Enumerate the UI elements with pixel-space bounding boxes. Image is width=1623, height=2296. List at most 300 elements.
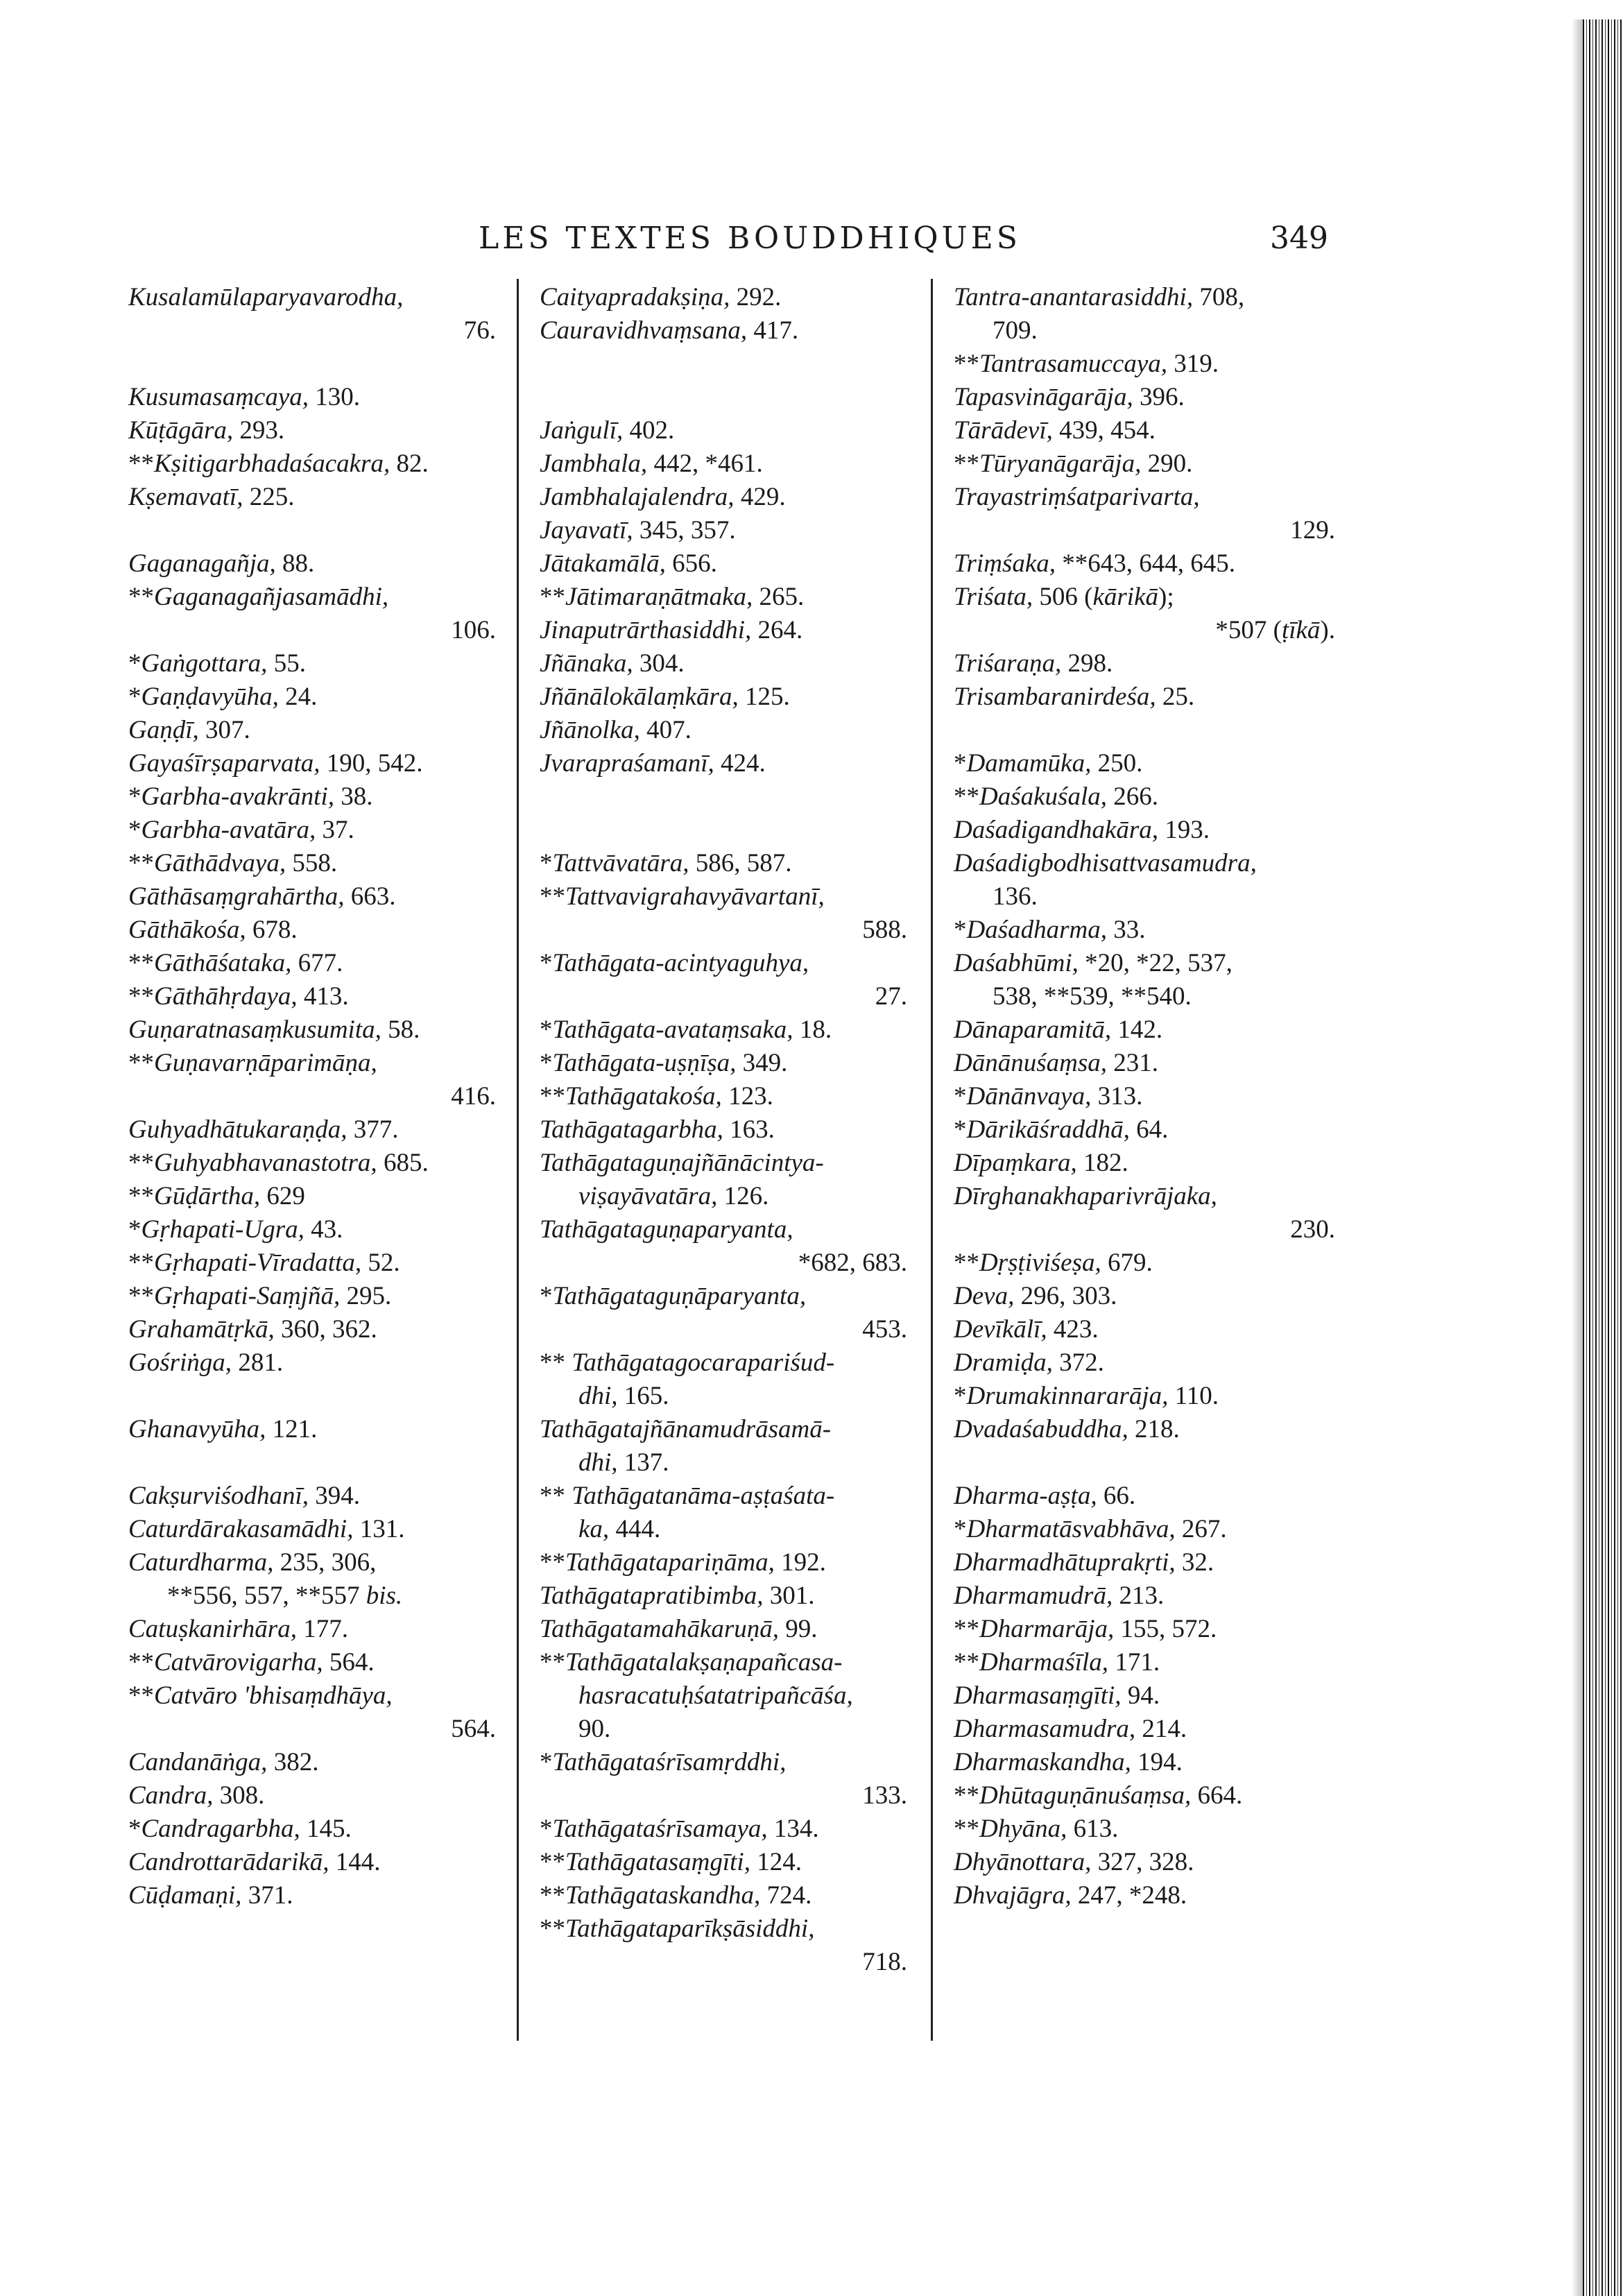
entry-marker: ** xyxy=(540,1082,565,1111)
entry-title: Dārikāśraddhā, xyxy=(966,1115,1130,1144)
index-entry xyxy=(954,947,1342,980)
page-reference: 130. xyxy=(309,383,361,411)
page-reference: 194. xyxy=(1131,1748,1183,1776)
entry-title: Trisambaranirdeśa, xyxy=(954,683,1156,711)
index-entry xyxy=(540,414,914,447)
entry-title: Dhvajāgra, xyxy=(954,1881,1072,1910)
entry-title: Dharmasamudra, xyxy=(954,1715,1136,1743)
index-entry xyxy=(128,1180,503,1213)
index-entry xyxy=(128,1346,503,1380)
index-entry xyxy=(128,481,503,514)
page-reference: 709. xyxy=(993,316,1038,345)
page-reference: 296, 303. xyxy=(1014,1282,1117,1310)
entry-title: Tathāgata-uṣṇīṣa, xyxy=(552,1049,737,1077)
entry-gap xyxy=(954,714,1342,747)
entry-title: Dharmasaṃgīti, xyxy=(954,1681,1122,1710)
index-entry-continuation xyxy=(540,1946,914,1979)
entry-title: Tathāgatagarbha, xyxy=(540,1115,723,1144)
entry-title: Guhyadhātukaraṇḍa, xyxy=(128,1115,347,1144)
page-reference: 382. xyxy=(267,1748,319,1776)
index-entry xyxy=(128,414,503,447)
entry-marker: ** xyxy=(128,1182,154,1210)
entry-marker: ** xyxy=(954,1815,979,1843)
entry-gap xyxy=(128,1380,503,1413)
index-entry xyxy=(954,1113,1342,1147)
entry-title: Jvarapraśamanī, xyxy=(540,749,714,778)
index-entry xyxy=(128,747,503,780)
entry-title: Tathāgataśrīsamaya, xyxy=(552,1815,768,1843)
entry-title: Dhyāna, xyxy=(979,1815,1067,1843)
index-entry xyxy=(954,1346,1342,1380)
page-reference: 290. xyxy=(1141,449,1193,478)
entry-note: ṭīkā xyxy=(1281,616,1321,644)
entry-title: Ghanavyūha, xyxy=(128,1415,266,1443)
index-entry xyxy=(128,980,503,1013)
page-reference: *20, *22, 537, xyxy=(1078,949,1233,977)
index-entry xyxy=(954,1147,1342,1180)
page-reference: 424. xyxy=(714,749,766,778)
page-reference: 613. xyxy=(1067,1815,1119,1843)
page-reference: 225. xyxy=(243,483,295,511)
index-entry xyxy=(954,1480,1342,1513)
entry-marker: * xyxy=(540,949,553,977)
index-entry xyxy=(128,847,503,880)
entry-marker: ** xyxy=(954,782,979,811)
entry-marker: * xyxy=(540,1815,553,1843)
page-reference: 218. xyxy=(1128,1415,1180,1443)
index-entry xyxy=(128,914,503,947)
page-reference: 126. xyxy=(717,1182,769,1210)
page-reference: 266. xyxy=(1106,782,1158,811)
entry-gap xyxy=(954,1446,1342,1480)
entry-marker: ** xyxy=(540,1848,565,1876)
entry-gap xyxy=(128,348,503,381)
index-entry xyxy=(954,914,1342,947)
index-entry-continuation xyxy=(540,1446,914,1480)
entry-marker: ** xyxy=(128,1648,154,1677)
page-reference: 307. xyxy=(198,716,250,744)
entry-title: Tathāgatajñānamudrāsamā- xyxy=(540,1415,832,1443)
index-entry xyxy=(128,547,503,581)
entry-marker: ** xyxy=(128,949,154,977)
page-reference: 33. xyxy=(1107,916,1146,944)
running-title: LES TEXTES BOUDDHIQUES xyxy=(479,221,1021,256)
index-entry xyxy=(128,1313,503,1346)
page-reference: 214. xyxy=(1135,1715,1187,1743)
index-entry xyxy=(128,1879,503,1912)
index-entry xyxy=(954,747,1342,780)
index-entry xyxy=(128,1413,503,1446)
entry-marker: ** xyxy=(540,1482,572,1510)
index-entry xyxy=(540,747,914,780)
page-reference: 656. xyxy=(665,549,717,578)
page-reference: 27. xyxy=(875,982,907,1011)
index-entry-continuation xyxy=(540,1513,914,1546)
entry-marker: ** xyxy=(540,882,565,911)
index-entry xyxy=(540,614,914,647)
index-entry-continuation xyxy=(128,614,503,647)
page-reference: 123. xyxy=(721,1082,773,1111)
entry-title: Kṣemavatī, xyxy=(128,483,243,511)
entry-marker: ** xyxy=(954,1781,979,1810)
entry-title: Trayastriṃśatparivarta, xyxy=(954,483,1200,511)
book-binding-edge xyxy=(1583,19,1623,2296)
entry-title: Tattvavigrahavyāvartanī, xyxy=(565,882,825,911)
entry-title-continuation: dhi, xyxy=(578,1382,618,1410)
page-reference: 137. xyxy=(617,1448,669,1477)
page-reference: 416. xyxy=(451,1082,496,1111)
entry-title: Catvāro 'bhisaṃdhāya, xyxy=(154,1681,393,1710)
entry-marker: ** xyxy=(128,449,154,478)
page-reference: 165. xyxy=(617,1382,669,1410)
entry-marker: * xyxy=(540,1282,553,1310)
entry-title: Gāthākośa, xyxy=(128,916,246,944)
index-column-1 xyxy=(128,281,503,1912)
entry-title: Daśadharma, xyxy=(966,916,1107,944)
entry-title: Candragarbha, xyxy=(141,1815,300,1843)
page-reference: 32. xyxy=(1175,1548,1214,1577)
entry-title: Tathāgataguṇaparyanta, xyxy=(540,1215,793,1244)
page-reference: 235, 306, xyxy=(273,1548,377,1577)
entry-marker: ** xyxy=(128,982,154,1011)
entry-marker: ** xyxy=(128,583,154,611)
index-column-3 xyxy=(954,281,1342,1912)
page-reference: 442, *461. xyxy=(647,449,763,478)
page-reference: 18. xyxy=(793,1016,832,1044)
page-reference: 295. xyxy=(340,1282,392,1310)
page-reference: 718. xyxy=(862,1948,907,1976)
index-entry xyxy=(128,1246,503,1280)
index-entry xyxy=(128,1013,503,1047)
page-reference: 110. xyxy=(1168,1382,1219,1410)
index-entry xyxy=(954,581,1342,614)
entry-title-continuation: dhi, xyxy=(578,1448,618,1477)
index-entry xyxy=(954,1713,1342,1746)
entry-title: Caityapradakṣiṇa, xyxy=(540,283,730,311)
binding-shadow xyxy=(1572,19,1583,2296)
index-entry xyxy=(128,1646,503,1679)
page-reference: 377. xyxy=(347,1115,399,1144)
index-entry xyxy=(954,1579,1342,1613)
page-reference: 37. xyxy=(316,816,354,844)
index-entry xyxy=(540,1413,914,1446)
page-number: 349 xyxy=(1270,221,1328,256)
entry-marker: * xyxy=(954,1082,967,1111)
entry-title: Gāthāśataka, xyxy=(154,949,292,977)
page-reference: 586, 587. xyxy=(689,849,792,877)
entry-title: Gṛhapati-Vīradatta, xyxy=(154,1249,362,1277)
index-entry-continuation xyxy=(954,980,1342,1013)
entry-title: Daśabhūmi, xyxy=(954,949,1079,977)
entry-gap xyxy=(128,514,503,547)
index-entry xyxy=(128,1746,503,1779)
page-reference: 142. xyxy=(1111,1016,1163,1044)
entry-title: Tūryanāgarāja, xyxy=(979,449,1142,478)
page-reference: **643, 644, 645. xyxy=(1056,549,1236,578)
entry-title: Gūḍārtha, xyxy=(154,1182,261,1210)
page-reference: 177. xyxy=(296,1615,348,1643)
entry-title: Tathāgatamahākaruṇā, xyxy=(540,1615,780,1643)
entry-title: Garbha-avakrānti, xyxy=(141,782,334,811)
entry-marker: * xyxy=(954,1382,967,1410)
entry-marker: * xyxy=(128,816,141,844)
index-column-2 xyxy=(540,281,914,1979)
index-entry xyxy=(128,680,503,714)
page-reference: 298. xyxy=(1061,649,1113,678)
entry-marker: * xyxy=(128,1815,141,1843)
index-entry xyxy=(540,1879,914,1912)
entry-marker: ** xyxy=(128,1681,154,1710)
entry-title: Tathāgatapratibimba, xyxy=(540,1582,764,1610)
entry-title: Caturdārakasamādhi, xyxy=(128,1515,354,1543)
page-reference: 247, *248. xyxy=(1071,1881,1187,1910)
index-entry xyxy=(540,547,914,581)
page-reference: 99. xyxy=(779,1615,818,1643)
entry-title: Dānānuśaṃsa, xyxy=(954,1049,1107,1077)
entry-title: Gaṇḍavyūha, xyxy=(141,683,279,711)
page-reference: 193. xyxy=(1158,816,1210,844)
page-reference: 413. xyxy=(297,982,349,1011)
page-reference: 125. xyxy=(738,683,790,711)
entry-title: Gṛhapati-Ugra, xyxy=(141,1215,304,1244)
index-entry xyxy=(540,1213,914,1246)
entry-title: Dharmaśīla, xyxy=(979,1648,1109,1677)
entry-title: Tathāgatapariṇāma, xyxy=(565,1548,775,1577)
page-reference: 423. xyxy=(1047,1315,1099,1344)
page-reference: 52. xyxy=(361,1249,400,1277)
page-reference: 55. xyxy=(267,649,306,678)
index-entry xyxy=(954,547,1342,581)
entry-title: Tathāgatagocarapariśud- xyxy=(572,1348,835,1377)
index-entry xyxy=(128,1480,503,1513)
index-entry-continuation xyxy=(540,914,914,947)
entry-title: Catuṣkanirhāra, xyxy=(128,1615,297,1643)
page-reference: 155, 572. xyxy=(1114,1615,1217,1643)
index-entry xyxy=(540,1280,914,1313)
page-reference: 64. xyxy=(1129,1115,1169,1144)
page-reference: 58. xyxy=(381,1016,420,1044)
index-entry xyxy=(954,1313,1342,1346)
index-entry xyxy=(540,1846,914,1879)
entry-title: Drumakinnararāja, xyxy=(966,1382,1169,1410)
page-reference: 429. xyxy=(734,483,786,511)
entry-title: Kusumasaṃcaya, xyxy=(128,383,309,411)
entry-note: kārikā xyxy=(1092,583,1159,611)
index-entry xyxy=(128,1813,503,1846)
entry-title: Daśadigandhakāra, xyxy=(954,816,1158,844)
entry-title: Jinaputrārthasiddhi, xyxy=(540,616,752,644)
entry-title: Gaṇḍī, xyxy=(128,716,199,744)
index-entry-continuation xyxy=(540,1779,914,1813)
page-reference: 82. xyxy=(390,449,429,478)
entry-title: Daśakuśala, xyxy=(979,782,1107,811)
entry-marker: * xyxy=(128,1215,141,1244)
index-entry xyxy=(128,814,503,847)
entry-title: Tathāgatakośa, xyxy=(565,1082,722,1111)
index-entry xyxy=(954,647,1342,680)
index-entry xyxy=(540,1613,914,1646)
page-reference: 213. xyxy=(1113,1582,1165,1610)
entry-note: bis. xyxy=(366,1582,403,1610)
page-reference: 231. xyxy=(1107,1049,1158,1077)
entry-title: Tapasvināgarāja, xyxy=(954,383,1133,411)
index-entry xyxy=(540,947,914,980)
index-entry xyxy=(954,1246,1342,1280)
page-reference: 267. xyxy=(1175,1515,1227,1543)
page-reference: 319. xyxy=(1167,350,1219,378)
entry-title: Gayaśīrṣaparvata, xyxy=(128,749,320,778)
page-reference: 145. xyxy=(300,1815,352,1843)
index-entry-continuation xyxy=(954,314,1342,348)
page-reference: 144. xyxy=(329,1848,381,1876)
entry-title: Tathāgataskandha, xyxy=(565,1881,761,1910)
entry-marker: ** xyxy=(540,1914,565,1943)
index-entry xyxy=(540,1346,914,1380)
entry-title-continuation: viṣayāvatāra, xyxy=(578,1182,718,1210)
entry-title: Kūṭāgāra, xyxy=(128,416,234,445)
page-reference: 124. xyxy=(750,1848,802,1876)
entry-title: Guṇavarṇāparimāṇa, xyxy=(154,1049,377,1077)
index-entry xyxy=(954,1513,1342,1546)
entry-marker: ** xyxy=(954,1249,979,1277)
column-divider xyxy=(517,279,519,2041)
page-reference: 66. xyxy=(1097,1482,1136,1510)
entry-title: Deva, xyxy=(954,1282,1015,1310)
page-reference: 349. xyxy=(736,1049,788,1077)
page-reference: 292. xyxy=(730,283,782,311)
index-entry-continuation xyxy=(540,980,914,1013)
entry-title: Dṛṣṭiviśeṣa, xyxy=(979,1249,1101,1277)
entry-title: Dharmadhātuprakṛti, xyxy=(954,1548,1176,1577)
entry-title: Jaṅgulī, xyxy=(540,416,624,445)
index-entry-continuation xyxy=(954,880,1342,914)
entry-title: Garbha-avatāra, xyxy=(141,816,316,844)
entry-title: Dharma-aṣṭa, xyxy=(954,1482,1097,1510)
entry-title: Dīrghanakhaparivrājaka, xyxy=(954,1182,1217,1210)
page-reference: 38. xyxy=(334,782,373,811)
page-reference: 588. xyxy=(862,916,907,944)
page-reference: 407. xyxy=(639,716,692,744)
index-entry xyxy=(954,847,1342,880)
page-reference: 133. xyxy=(862,1781,907,1810)
entry-title: Dhyānottara, xyxy=(954,1848,1092,1876)
index-entry xyxy=(128,780,503,814)
page-reference: 538, **539, **540. xyxy=(993,982,1192,1011)
page-reference: 677. xyxy=(291,949,343,977)
entry-title: Dīpaṃkara, xyxy=(954,1149,1077,1177)
index-entry xyxy=(540,1813,914,1846)
page-reference: 345, 357. xyxy=(633,516,736,545)
index-entry xyxy=(128,1613,503,1646)
entry-title: Gāthāsaṃgrahārtha, xyxy=(128,882,345,911)
index-entry xyxy=(128,1679,503,1713)
index-entry xyxy=(954,1013,1342,1047)
index-entry-continuation xyxy=(540,1313,914,1346)
entry-title: Tattvāvatāra, xyxy=(552,849,689,877)
index-entry xyxy=(540,1113,914,1147)
index-entry xyxy=(954,381,1342,414)
entry-title: Candrottarādarikā, xyxy=(128,1848,329,1876)
entry-title: Tathāgata-acintyaguhya, xyxy=(552,949,809,977)
page-reference: 90. xyxy=(578,1715,611,1743)
entry-title: Jñānālokālaṃkāra, xyxy=(540,683,739,711)
entry-marker: ** xyxy=(128,1249,154,1277)
index-entry xyxy=(954,1546,1342,1579)
entry-marker: * xyxy=(954,1515,967,1543)
index-entry xyxy=(540,1646,914,1679)
index-entry-continuation xyxy=(128,314,503,348)
page-reference: 664. xyxy=(1191,1781,1243,1810)
entry-marker: * xyxy=(954,1115,967,1144)
entry-title: Devīkālī, xyxy=(954,1315,1047,1344)
index-entry xyxy=(128,880,503,914)
index-entry xyxy=(954,281,1342,314)
page-reference: 564. xyxy=(323,1648,375,1677)
page-reference: 304. xyxy=(633,649,685,678)
page-reference: 163. xyxy=(723,1115,775,1144)
index-entry xyxy=(954,1779,1342,1813)
page-reference: 444. xyxy=(609,1515,661,1543)
index-entry xyxy=(954,1413,1342,1446)
page-reference: *682, 683. xyxy=(798,1249,907,1277)
entry-title: Jayavatī, xyxy=(540,516,633,545)
index-entry xyxy=(540,714,914,747)
entry-title: Dharmarāja, xyxy=(979,1615,1115,1643)
page-reference: 88. xyxy=(275,549,315,578)
entry-title: Cauravidhvaṃsana, xyxy=(540,316,748,345)
index-entry xyxy=(128,281,503,314)
index-entry xyxy=(540,281,914,314)
entry-marker: ** xyxy=(128,1049,154,1077)
entry-title: Candanāṅga, xyxy=(128,1748,268,1776)
page-reference: 394. xyxy=(309,1482,361,1510)
page-reference: 360, 362. xyxy=(274,1315,377,1344)
page-reference: 663. xyxy=(344,882,396,911)
entry-marker: * xyxy=(128,782,141,811)
index-entry xyxy=(954,1846,1342,1879)
entry-marker: ** xyxy=(540,583,565,611)
index-entry-continuation xyxy=(540,1713,914,1746)
entry-title: Triśaraṇa, xyxy=(954,649,1062,678)
entry-title: Kṣitigarbhadaśacakra, xyxy=(154,449,390,478)
index-entry xyxy=(540,847,914,880)
entry-title: Guhyabhavanastotra, xyxy=(154,1149,377,1177)
index-entry xyxy=(954,1280,1342,1313)
index-entry xyxy=(954,414,1342,447)
entry-title: Jātakamālā, xyxy=(540,549,666,578)
entry-title: Gāthāhṛdaya, xyxy=(154,982,298,1011)
entry-gap xyxy=(540,814,914,847)
index-entry xyxy=(128,1047,503,1080)
entry-title: Tantra-anantarasiddhi, xyxy=(954,283,1194,311)
entry-title: Grahamātṛkā, xyxy=(128,1315,275,1344)
entry-title: Tathāgataparīkṣāsiddhi, xyxy=(565,1914,815,1943)
page-reference: 134. xyxy=(767,1815,819,1843)
page-reference: 402. xyxy=(623,416,675,445)
index-entry xyxy=(540,447,914,481)
index-entry xyxy=(954,1047,1342,1080)
page-reference: 250. xyxy=(1091,749,1143,778)
entry-title: Dānānvaya, xyxy=(966,1082,1092,1111)
page-reference: 190, 542. xyxy=(320,749,423,778)
page-reference: 265. xyxy=(753,583,805,611)
index-entry-continuation xyxy=(954,514,1342,547)
page-reference: 372. xyxy=(1052,1348,1104,1377)
index-entry-continuation xyxy=(128,1579,503,1613)
index-entry xyxy=(954,1879,1342,1912)
entry-title: Dharmaskandha, xyxy=(954,1748,1131,1776)
page-reference: **556, 557, **557 xyxy=(167,1582,366,1610)
